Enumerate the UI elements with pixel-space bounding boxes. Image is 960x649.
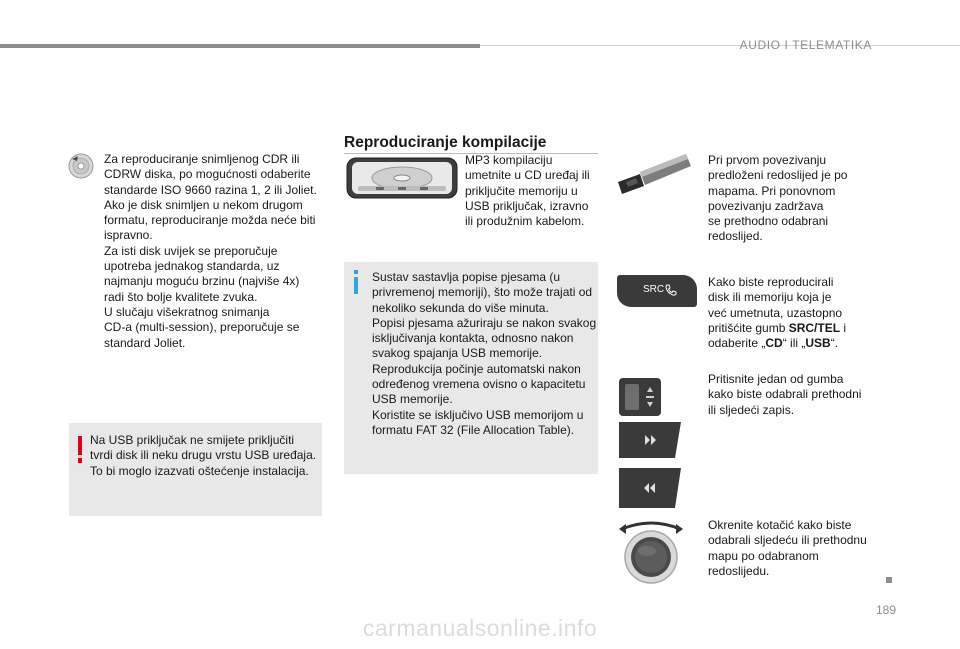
text-line: Kako biste reproducirali — [708, 275, 834, 289]
usb-stick-icon — [616, 152, 692, 198]
text-span: pritišćite gumb — [708, 320, 789, 335]
text-line: privremenoj memoriji), što može trajati od — [372, 285, 593, 300]
text-line: CDRW diska, po mogućnosti odaberite — [104, 167, 311, 182]
text-line — [708, 336, 878, 351]
text-line: nekoliko sekunda do više minuta. — [372, 300, 549, 315]
watermark: carmanualsonline.info — [362, 615, 598, 641]
text-line: već umetnuta, uzastopno — [708, 305, 843, 320]
text-line: redoslijed. — [708, 229, 763, 244]
text-line: standard Joliet. — [104, 335, 186, 350]
text-line: formatu FAT 32 (File Allocation Table). — [372, 422, 575, 437]
text-line: najmanju moguću brzinu (najviše 4x) — [104, 274, 300, 289]
info-icon — [351, 270, 361, 294]
text-line: Pritisnite jedan od gumba — [708, 372, 844, 386]
text-line: Sustav sastavlja popise pjesama (u — [372, 270, 561, 284]
text-line: priključite memoriju u — [465, 183, 578, 198]
section-title: AUDIO I TELEMATIKA — [739, 38, 872, 52]
text-line: USB memorije. — [372, 392, 453, 407]
src-tel-button[interactable] — [617, 275, 697, 307]
text-line: mapu po odabranom — [708, 548, 819, 563]
text-line: kako biste odabrali prethodni — [708, 387, 862, 402]
page-number: 189 — [875, 603, 896, 617]
text-span: i — [840, 320, 847, 335]
text-line: To bi moglo izazvati oštećenje instalacija. — [90, 463, 309, 478]
text-line: Za reproduciranje snimljenog CDR ili — [104, 152, 300, 166]
text-span: “ ili „ — [782, 336, 806, 351]
text-line: ispravno. — [104, 228, 153, 243]
src-tel-text — [708, 275, 878, 351]
src-button-label: SRC — [643, 284, 665, 295]
usb-label: USB — [805, 336, 831, 351]
track-select-text — [708, 372, 878, 418]
page-marker — [886, 577, 892, 583]
exclamation-warning-icon — [76, 436, 84, 464]
track-scroll-button[interactable] — [619, 378, 661, 416]
section-heading: Reproduciranje kompilacije — [344, 134, 547, 151]
usb-warning-text — [90, 433, 322, 479]
header-rule — [480, 45, 960, 46]
text-line: tvrdi disk ili neku drugu vrstu USB uređaja. — [90, 448, 317, 463]
text-span: “. — [830, 336, 839, 351]
text-line: standarde ISO 9660 razina 1, 2 ili Joliet. — [104, 182, 317, 197]
text-line: redoslijedu. — [708, 563, 770, 578]
text-line: određenog vremena ovisno o kapacitetu — [372, 377, 586, 392]
text-line: ili produžnim kabelom. — [465, 214, 585, 229]
cd-disc-icon — [68, 153, 94, 179]
playlist-info-text — [372, 270, 598, 438]
rotary-knob[interactable] — [618, 519, 684, 585]
phone-icon — [665, 284, 677, 296]
text-span: odaberite „ — [708, 336, 766, 351]
previous-track-button[interactable] — [619, 466, 681, 510]
cd-standards-paragraph — [104, 152, 326, 351]
knob-folder-text — [708, 518, 878, 579]
text-line: predloženi redoslijed je po — [708, 168, 848, 183]
header-bar — [0, 44, 480, 48]
text-line: MP3 kompilaciju — [465, 153, 553, 167]
text-line: U slučaju višekratnog snimanja — [104, 304, 270, 319]
text-line: CD-a (multi-session), preporučuje se — [104, 320, 300, 335]
text-line: Okrenite kotačić kako biste — [708, 518, 852, 532]
text-line: se prethodno odabrani — [708, 214, 829, 229]
text-line: formatu, reproduciranje možda neće biti — [104, 213, 316, 228]
mp3-instructions — [465, 153, 600, 229]
text-line: mapama. Pri ponovnom — [708, 183, 836, 198]
text-line: odabrali sljedeću ili prethodnu — [708, 533, 867, 548]
text-line: disk ili memoriju koja je — [708, 290, 832, 305]
text-line: USB priključak, izravno — [465, 198, 589, 213]
text-line: svakog spajanja USB memorije. — [372, 346, 543, 361]
next-track-button[interactable] — [619, 420, 681, 460]
text-line — [708, 321, 878, 336]
text-line: Za isti disk uvijek se preporučuje — [104, 243, 278, 258]
text-line: Pri prvom povezivanju — [708, 153, 827, 167]
text-line: upotreba jednakog standarda, uz — [104, 259, 280, 274]
cd-player-unit-icon — [346, 157, 458, 199]
text-line: ili sljedeći zapis. — [708, 402, 795, 417]
cd-label: CD — [765, 336, 783, 351]
text-line: Na USB priključak ne smijete priključiti — [90, 433, 295, 447]
text-line: Popisi pjesama ažuriraju se nakon svakog — [372, 315, 597, 330]
text-line: Koristite se isključivo USB memorijom u — [372, 407, 584, 422]
text-line: Ako je disk snimljen u nekom drugom — [104, 197, 303, 212]
text-line: isključivanja kontakta, odnosno nakon — [372, 331, 574, 346]
text-line: povezivanju zadržava — [708, 198, 824, 213]
src-tel-label: SRC/TEL — [788, 320, 841, 335]
text-line: radi što bolje kvalitete zvuka. — [104, 289, 258, 304]
text-line: Reprodukcija počinje automatski nakon — [372, 361, 581, 376]
usb-order-text — [708, 153, 878, 245]
text-line: umetnite u CD uređaj ili — [465, 168, 590, 183]
